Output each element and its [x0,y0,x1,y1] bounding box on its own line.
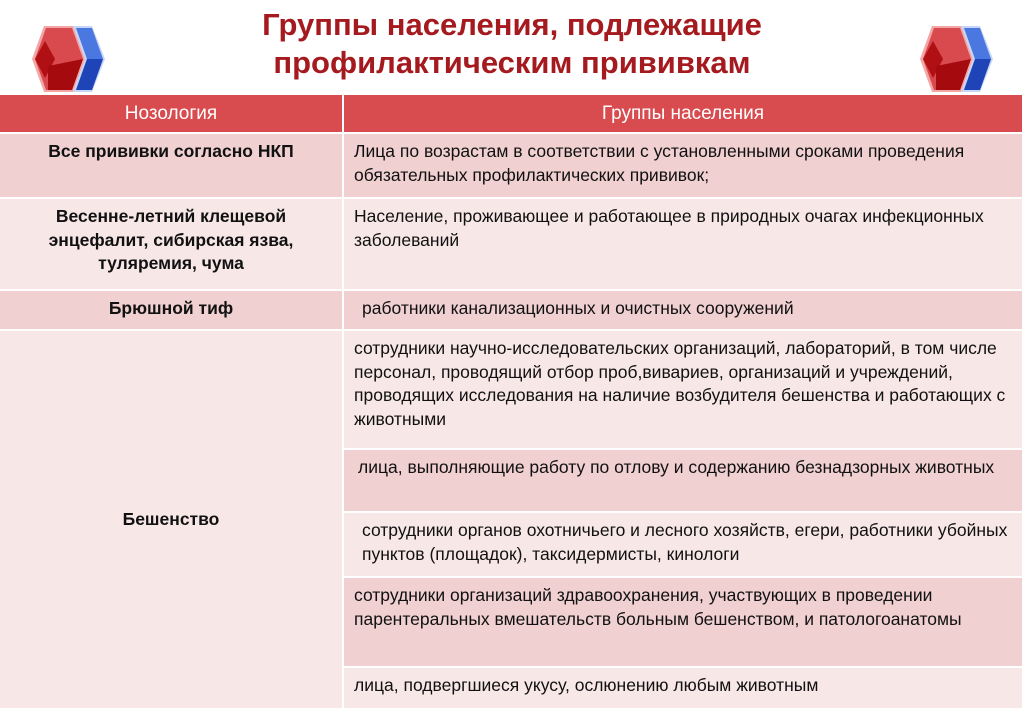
table-cell-groups: лица, подвергшиеся укусу, ослюнению любым животным [344,668,1024,708]
table-cell-groups: лица, выполняющие работу по отлову и содержанию безнадзорных животных [344,450,1024,513]
table-cell-nosology: Бешенство [0,331,344,708]
table-cell-groups: работники канализационных и очистных сооружений [344,291,1024,331]
cube-logo-icon [30,26,110,96]
table-cell-groups [344,331,1024,450]
title-line-2: профилактическим прививкам [273,45,751,80]
table-cell-nosology: Все прививки согласно НКП [0,134,344,199]
table-cell-groups: Население, проживающее и работающее в природных очагах инфекционных заболеваний [344,199,1024,291]
table-cell-nosology: Весенне-летний клещевой энцефалит, сибирская язва, туляремия, чума [0,199,344,291]
header-groups: Группы населения [344,95,1024,134]
title-line-1: Группы населения, подлежащие [262,7,762,42]
cube-logo-icon [918,26,998,96]
header-nosology: Нозология [0,95,344,134]
table-cell-groups: сотрудники органов охотничьего и лесного хозяйств, егери, работники убойных пунктов (площадок), таксидермисты, кинологи [344,513,1024,578]
table-cell-groups: сотрудники организаций здравоохранения, участвующих в проведении парентеральных вмешательств больным бешенством, и патологоанатомы [344,578,1024,668]
page-title [150,6,874,82]
table-cell-nosology: Брюшной тиф [0,291,344,331]
group-text: сотрудники научно-исследовательских организаций, лабораторий, в том числе персонал, проводящий отбор проб,вивариев, организаций и учреждений, проводящих исследования на наличие возбудителя бешенства и работающих с животными [354,338,1006,429]
table-cell-groups: Лица по возрастам в соответствии с установленными сроками проведения обязательных профилактических прививок; [344,134,1024,199]
